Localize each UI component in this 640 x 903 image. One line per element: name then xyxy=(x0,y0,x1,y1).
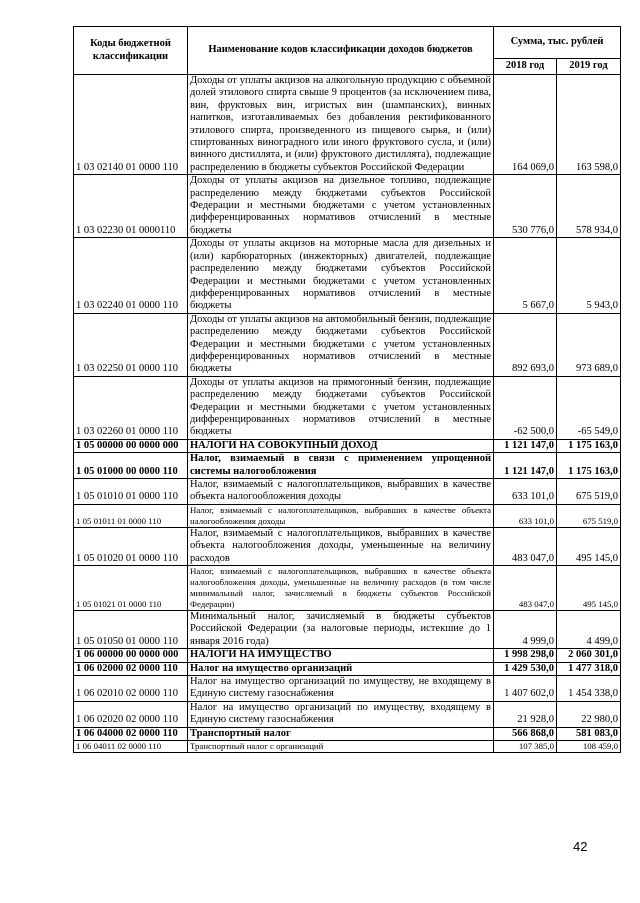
table-row xyxy=(74,313,621,376)
row-name: Транспортный налог xyxy=(188,727,494,740)
row-value-2018: 483 047,0 xyxy=(494,566,557,611)
table-row xyxy=(74,238,621,313)
row-code: 1 03 02260 01 0000 110 xyxy=(74,376,188,439)
row-value-2018: 1 121 147,0 xyxy=(494,439,557,452)
row-code: 1 03 02230 01 0000110 xyxy=(74,175,188,238)
row-code: 1 05 01021 01 0000 110 xyxy=(74,566,188,611)
row-value-2018: 483 047,0 xyxy=(494,527,557,565)
row-value-2019: 1 454 338,0 xyxy=(557,676,621,702)
table-row xyxy=(74,741,621,753)
row-value-2018: -62 500,0 xyxy=(494,376,557,439)
table-row xyxy=(74,453,621,479)
row-value-2018: 633 101,0 xyxy=(494,504,557,527)
row-name: Доходы от уплаты акцизов на автомобильный бензин, подлежащие распределению между бюджетами субъектов Российской Федерации и местными бюджетами с учетом установленных дифференцированных нормативов отчислений в местные бюджеты xyxy=(188,313,494,376)
row-code: 1 05 01000 00 0000 110 xyxy=(74,453,188,479)
page-number: 42 xyxy=(573,839,588,854)
row-name: НАЛОГИ НА ИМУЩЕСТВО xyxy=(188,649,494,662)
row-name: Налог на имущество организаций xyxy=(188,662,494,675)
row-code: 1 05 01050 01 0000 110 xyxy=(74,611,188,649)
row-value-2018: 164 069,0 xyxy=(494,75,557,175)
row-value-2018: 633 101,0 xyxy=(494,479,557,505)
row-value-2019: -65 549,0 xyxy=(557,376,621,439)
row-value-2018: 566 868,0 xyxy=(494,727,557,740)
table-row xyxy=(74,676,621,702)
table-header xyxy=(74,27,621,75)
table-row xyxy=(74,175,621,238)
row-name: Налог, взимаемый с налогоплательщиков, выбравших в качестве объекта налогообложения доходы, уменьшенные на величину расходов xyxy=(188,527,494,565)
table-row xyxy=(74,701,621,727)
row-name: Налог, взимаемый в связи с применением упрощенной системы налогообложения xyxy=(188,453,494,479)
row-value-2018: 4 999,0 xyxy=(494,611,557,649)
row-code: 1 03 02140 01 0000 110 xyxy=(74,75,188,175)
row-code: 1 05 00000 00 0000 000 xyxy=(74,439,188,452)
table-row xyxy=(74,727,621,740)
row-value-2018: 1 998 298,0 xyxy=(494,649,557,662)
row-name: Транспортный налог с организаций xyxy=(188,741,494,753)
table-row xyxy=(74,439,621,452)
row-value-2018: 21 928,0 xyxy=(494,701,557,727)
row-value-2019: 22 980,0 xyxy=(557,701,621,727)
row-code: 1 06 02010 02 0000 110 xyxy=(74,676,188,702)
row-name: Минимальный налог, зачисляемый в бюджеты субъектов Российской Федерации (за налоговые периоды, истекшие до 1 января 2016 года) xyxy=(188,611,494,649)
row-value-2019: 675 519,0 xyxy=(557,479,621,505)
row-value-2018: 1 121 147,0 xyxy=(494,453,557,479)
row-value-2019: 163 598,0 xyxy=(557,75,621,175)
row-value-2019: 1 477 318,0 xyxy=(557,662,621,675)
row-name: Налог, взимаемый с налогоплательщиков, выбравших в качестве объекта налогообложения доходы xyxy=(188,479,494,505)
row-value-2019: 2 060 301,0 xyxy=(557,649,621,662)
row-code: 1 05 01011 01 0000 110 xyxy=(74,504,188,527)
table-row xyxy=(74,611,621,649)
row-value-2019: 5 943,0 xyxy=(557,238,621,313)
row-value-2018: 1 429 530,0 xyxy=(494,662,557,675)
row-value-2018: 530 776,0 xyxy=(494,175,557,238)
table-row xyxy=(74,527,621,565)
row-code: 1 03 02250 01 0000 110 xyxy=(74,313,188,376)
table-row xyxy=(74,479,621,505)
row-value-2019: 581 083,0 xyxy=(557,727,621,740)
row-value-2019: 1 175 163,0 xyxy=(557,453,621,479)
table-row xyxy=(74,662,621,675)
row-code: 1 06 04011 02 0000 110 xyxy=(74,741,188,753)
row-name: Доходы от уплаты акцизов на моторные масла для дизельных и (или) карбюраторных (инжекторных) двигателей, подлежащие распределению между бюджетами субъектов Российской Федерации и местными бюджетами с учетом установленных дифференцированных нормативов отчислений в местные бюджеты xyxy=(188,238,494,313)
row-value-2019: 1 175 163,0 xyxy=(557,439,621,452)
row-value-2019: 108 459,0 xyxy=(557,741,621,753)
table-row xyxy=(74,566,621,611)
table-body xyxy=(74,75,621,753)
header-year-2019: 2019 год xyxy=(557,59,621,75)
table-row xyxy=(74,376,621,439)
row-value-2019: 578 934,0 xyxy=(557,175,621,238)
row-code: 1 05 01010 01 0000 110 xyxy=(74,479,188,505)
row-value-2018: 1 407 602,0 xyxy=(494,676,557,702)
budget-revenue-table xyxy=(73,26,621,753)
header-name: Наименование кодов классификации доходов бюджетов xyxy=(188,27,494,75)
row-name: Налог, взимаемый с налогоплательщиков, выбравших в качестве объекта налогообложения доходы xyxy=(188,504,494,527)
row-code: 1 03 02240 01 0000 110 xyxy=(74,238,188,313)
row-name: Доходы от уплаты акцизов на прямогонный бензин, подлежащие распределению между бюджетами субъектов Российской Федерации и местными бюджетами с учетом установленных дифференцированных нормативов отчислений в местные бюджеты xyxy=(188,376,494,439)
row-name: Налог на имущество организаций по имуществу, не входящему в Единую систему газоснабжения xyxy=(188,676,494,702)
row-code: 1 06 04000 02 0000 110 xyxy=(74,727,188,740)
row-value-2018: 107 385,0 xyxy=(494,741,557,753)
row-name: Доходы от уплаты акцизов на дизельное топливо, подлежащие распределению между бюджетами субъектов Российской Федерации и местными бюджетами с учетом установленных дифференцированных нормативов отчислений в местные бюджеты xyxy=(188,175,494,238)
header-code: Коды бюджетной классификации xyxy=(74,27,188,75)
row-value-2019: 973 689,0 xyxy=(557,313,621,376)
row-name: Налог, взимаемый с налогоплательщиков, выбравших в качестве объекта налогообложения доходы, уменьшенные на величину расходов (в том числе минимальный налог, зачисляемый в бюджеты субъектов Российской Федерации) xyxy=(188,566,494,611)
row-code: 1 05 01020 01 0000 110 xyxy=(74,527,188,565)
row-name: Доходы от уплаты акцизов на алкогольную продукцию с объемной долей этилового спирта свыше 9 процентов (за исключением пива, вин, фруктовых вин, игристых вин (шампанских), винных напитков, изготавливаемых без добавления ректификованного этилового спирта, произведенного из пищевого сырья, и (или) спиртованных виноградного или иного фруктового сусла, и (или) винного дистиллята, и (или) фруктового дистиллята), подлежащие распределению в бюджеты субъектов Российской Федерации xyxy=(188,75,494,175)
header-sum: Сумма, тыс. рублей xyxy=(494,27,621,59)
row-value-2019: 495 145,0 xyxy=(557,527,621,565)
row-code: 1 06 00000 00 0000 000 xyxy=(74,649,188,662)
row-value-2019: 495 145,0 xyxy=(557,566,621,611)
row-value-2019: 675 519,0 xyxy=(557,504,621,527)
table-row xyxy=(74,649,621,662)
row-code: 1 06 02000 02 0000 110 xyxy=(74,662,188,675)
header-year-2018: 2018 год xyxy=(494,59,557,75)
row-value-2018: 5 667,0 xyxy=(494,238,557,313)
row-name: Налог на имущество организаций по имуществу, входящему в Единую систему газоснабжения xyxy=(188,701,494,727)
row-value-2018: 892 693,0 xyxy=(494,313,557,376)
row-code: 1 06 02020 02 0000 110 xyxy=(74,701,188,727)
table-row xyxy=(74,75,621,175)
row-value-2019: 4 499,0 xyxy=(557,611,621,649)
table-row xyxy=(74,504,621,527)
row-name: НАЛОГИ НА СОВОКУПНЫЙ ДОХОД xyxy=(188,439,494,452)
